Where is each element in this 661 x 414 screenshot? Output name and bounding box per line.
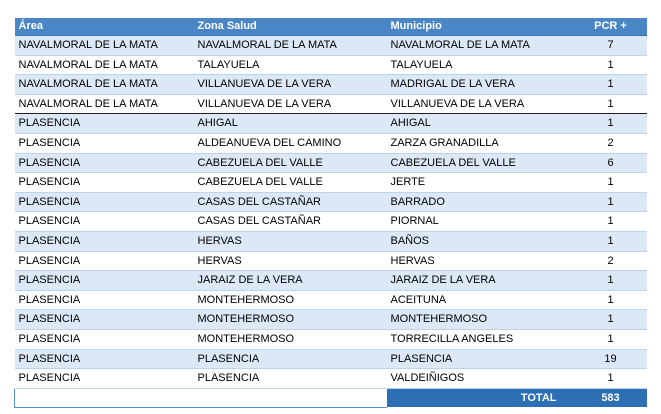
- total-label: TOTAL: [387, 388, 575, 407]
- cell-pcr: 1: [575, 329, 647, 349]
- table-row: [15, 114, 647, 134]
- cell-area: PLASENCIA: [15, 290, 194, 310]
- cell-zona-salud: CASAS DEL CASTAÑAR: [194, 212, 387, 232]
- cell-municipio: AHIGAL: [387, 114, 575, 134]
- cell-area: PLASENCIA: [15, 329, 194, 349]
- cell-area: PLASENCIA: [15, 114, 194, 134]
- cell-pcr: 1: [575, 271, 647, 291]
- cell-area: NAVALMORAL DE LA MATA: [15, 55, 194, 75]
- cell-zona-salud: PLASENCIA: [194, 369, 387, 389]
- cell-area: PLASENCIA: [15, 369, 194, 389]
- cell-area: PLASENCIA: [15, 173, 194, 193]
- pcr-cases-table: [14, 18, 647, 408]
- cell-municipio: BARRADO: [387, 192, 575, 212]
- cell-pcr: 2: [575, 133, 647, 153]
- table-row: [15, 231, 647, 251]
- cell-zona-salud: TALAYUELA: [194, 55, 387, 75]
- cell-area: PLASENCIA: [15, 251, 194, 271]
- cell-municipio: CABEZUELA DEL VALLE: [387, 153, 575, 173]
- cell-municipio: HERVAS: [387, 251, 575, 271]
- cell-zona-salud: CASAS DEL CASTAÑAR: [194, 192, 387, 212]
- cell-municipio: PIORNAL: [387, 212, 575, 232]
- cell-municipio: ACEITUNA: [387, 290, 575, 310]
- cell-pcr: 1: [575, 192, 647, 212]
- table-row: [15, 173, 647, 193]
- table-row: [15, 271, 647, 291]
- cell-municipio: TORRECILLA ANGELES: [387, 329, 575, 349]
- footer-blank-cell: [194, 388, 387, 407]
- cell-municipio: JERTE: [387, 173, 575, 193]
- cell-municipio: VILLANUEVA DE LA VERA: [387, 94, 575, 114]
- cell-area: NAVALMORAL DE LA MATA: [15, 36, 194, 56]
- cell-area: PLASENCIA: [15, 212, 194, 232]
- cell-pcr: 2: [575, 251, 647, 271]
- cell-area: NAVALMORAL DE LA MATA: [15, 94, 194, 114]
- cell-municipio: ZARZA GRANADILLA: [387, 133, 575, 153]
- cell-municipio: PLASENCIA: [387, 349, 575, 369]
- header-pcr: PCR +: [575, 18, 647, 36]
- table-row: [15, 212, 647, 232]
- footer-blank-cell: [15, 388, 194, 407]
- cell-zona-salud: NAVALMORAL DE LA MATA: [194, 36, 387, 56]
- table-row: [15, 133, 647, 153]
- cell-municipio: MADRIGAL DE LA VERA: [387, 75, 575, 95]
- cell-area: PLASENCIA: [15, 153, 194, 173]
- cell-area: PLASENCIA: [15, 310, 194, 330]
- cell-area: PLASENCIA: [15, 271, 194, 291]
- cell-pcr: 6: [575, 153, 647, 173]
- table-body: [15, 36, 647, 389]
- table-row: [15, 251, 647, 271]
- cell-municipio: NAVALMORAL DE LA MATA: [387, 36, 575, 56]
- header-zona-salud: Zona Salud: [194, 18, 387, 36]
- cell-zona-salud: ALDEANUEVA DEL CAMINO: [194, 133, 387, 153]
- cell-zona-salud: HERVAS: [194, 231, 387, 251]
- cell-zona-salud: CABEZUELA DEL VALLE: [194, 173, 387, 193]
- table-row: [15, 310, 647, 330]
- cell-pcr: 1: [575, 75, 647, 95]
- cell-pcr: 19: [575, 349, 647, 369]
- cell-zona-salud: AHIGAL: [194, 114, 387, 134]
- cell-area: PLASENCIA: [15, 192, 194, 212]
- table-row: [15, 55, 647, 75]
- table-row: [15, 369, 647, 389]
- cell-pcr: 1: [575, 369, 647, 389]
- cell-pcr: 1: [575, 310, 647, 330]
- table-row: [15, 290, 647, 310]
- cell-zona-salud: MONTEHERMOSO: [194, 329, 387, 349]
- cell-zona-salud: CABEZUELA DEL VALLE: [194, 153, 387, 173]
- header-row: [15, 18, 647, 36]
- cell-zona-salud: MONTEHERMOSO: [194, 290, 387, 310]
- cell-municipio: MONTEHERMOSO: [387, 310, 575, 330]
- cell-zona-salud: MONTEHERMOSO: [194, 310, 387, 330]
- cell-pcr: 1: [575, 173, 647, 193]
- cell-area: PLASENCIA: [15, 133, 194, 153]
- cell-pcr: 1: [575, 231, 647, 251]
- total-row: [15, 388, 647, 407]
- cell-municipio: TALAYUELA: [387, 55, 575, 75]
- table-row: [15, 36, 647, 56]
- cell-zona-salud: VILLANUEVA DE LA VERA: [194, 94, 387, 114]
- cell-municipio: JARAIZ DE LA VERA: [387, 271, 575, 291]
- cell-pcr: 1: [575, 94, 647, 114]
- cell-zona-salud: JARAIZ DE LA VERA: [194, 271, 387, 291]
- cell-area: PLASENCIA: [15, 231, 194, 251]
- table-row: [15, 192, 647, 212]
- cell-pcr: 1: [575, 212, 647, 232]
- cell-zona-salud: HERVAS: [194, 251, 387, 271]
- cell-pcr: 7: [575, 36, 647, 56]
- table-row: [15, 153, 647, 173]
- header-area: Área: [15, 18, 194, 36]
- table-row: [15, 94, 647, 114]
- cell-pcr: 1: [575, 290, 647, 310]
- cell-municipio: BAÑOS: [387, 231, 575, 251]
- cell-pcr: 1: [575, 114, 647, 134]
- total-value: 583: [575, 388, 647, 407]
- cell-zona-salud: PLASENCIA: [194, 349, 387, 369]
- table-footer: [15, 388, 647, 407]
- table-row: [15, 329, 647, 349]
- cell-municipio: VALDEIÑIGOS: [387, 369, 575, 389]
- table-header: [15, 18, 647, 36]
- table-row: [15, 349, 647, 369]
- cell-area: PLASENCIA: [15, 349, 194, 369]
- table-row: [15, 75, 647, 95]
- cell-pcr: 1: [575, 55, 647, 75]
- cell-zona-salud: VILLANUEVA DE LA VERA: [194, 75, 387, 95]
- header-municipio: Municipio: [387, 18, 575, 36]
- cell-area: NAVALMORAL DE LA MATA: [15, 75, 194, 95]
